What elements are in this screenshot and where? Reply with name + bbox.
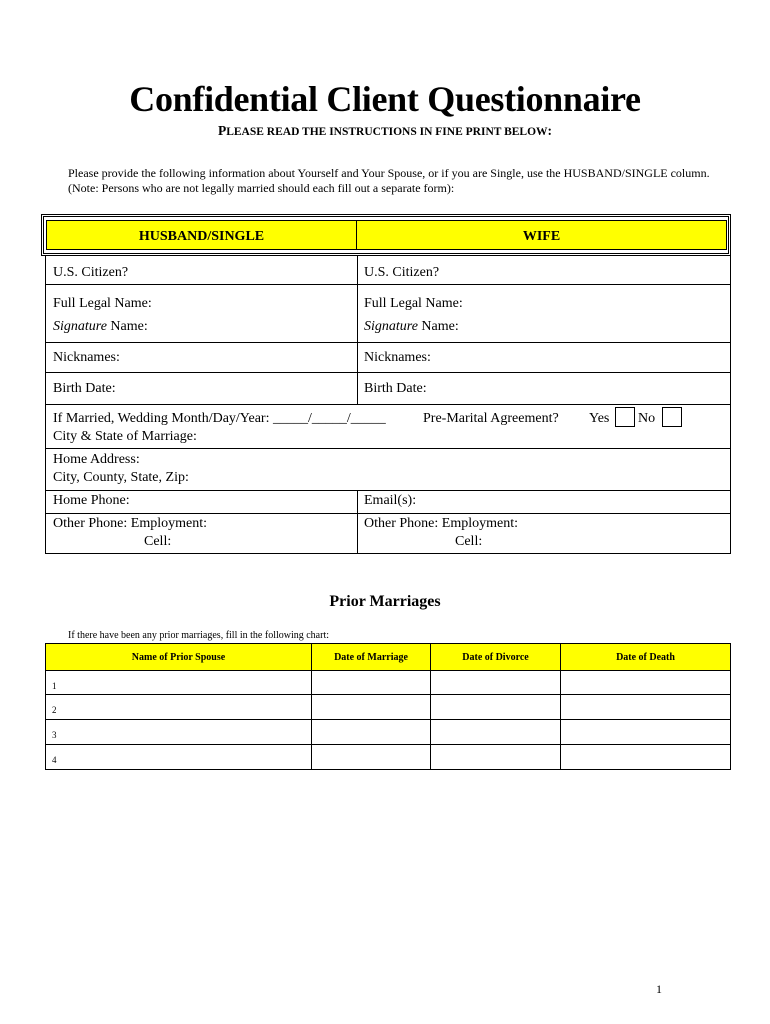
date-of-divorce-header: Date of Divorce — [431, 644, 560, 670]
instructions-heading: PLEASE READ THE INSTRUCTIONS IN FINE PRINT BELOW: — [217, 123, 553, 138]
row-divider — [45, 342, 731, 343]
row-divider — [45, 490, 731, 491]
pm-border-top — [45, 643, 731, 644]
husband-nicknames-label: Nicknames: — [53, 350, 120, 365]
table-border-bottom — [45, 553, 731, 554]
pm-row-divider — [45, 670, 731, 671]
page-title: Confidential Client Questionnaire — [129, 79, 641, 119]
column-header-wife: WIFE — [356, 220, 727, 250]
column-divider-lower — [357, 490, 358, 554]
husband-citizen-label: U.S. Citizen? — [53, 265, 129, 280]
prior-marriages-note: If there have been any prior marriages, fill in the following chart: — [68, 630, 330, 641]
intro-text: Please provide the following information about Yourself and Your Spouse, or if you are Single, use the HUSBAND/SINGLE column. (Note: Persons who are not legally married should each fill out a separate form): — [68, 166, 710, 195]
pm-border-right — [730, 643, 731, 770]
premarital-agreement-label: Pre-Marital Agreement? — [423, 411, 559, 426]
pm-row-divider — [45, 719, 731, 720]
city-county-state-zip-label: City, County, State, Zip: — [53, 470, 189, 485]
column-divider-upper — [357, 256, 358, 405]
pm-row-divider — [45, 744, 731, 745]
pm-column-divider — [311, 643, 312, 770]
row-divider — [45, 448, 731, 449]
pm-row-divider — [45, 694, 731, 695]
table-border-left — [45, 256, 46, 554]
pm-border-left — [45, 643, 46, 770]
table-border-right — [730, 256, 731, 554]
wife-cell-label: Cell: — [455, 534, 483, 549]
prior-spouse-name-header: Name of Prior Spouse — [46, 644, 311, 670]
wife-signature-name-label: Signature Name: — [364, 319, 459, 334]
wife-citizen-label: U.S. Citizen? — [364, 265, 440, 280]
husband-other-phone-label: Other Phone: Employment: — [53, 516, 207, 531]
premarital-yes-label: Yes — [589, 411, 610, 426]
prior-marriages-heading: Prior Marriages — [329, 593, 441, 610]
pm-column-divider — [560, 643, 561, 770]
wife-birth-date-label: Birth Date: — [364, 381, 427, 396]
home-address-label: Home Address: — [53, 452, 140, 467]
row-divider — [45, 284, 731, 285]
row-divider — [45, 372, 731, 373]
husband-cell-label: Cell: — [144, 534, 172, 549]
row-divider — [45, 404, 731, 405]
prior-marriage-row-number: 2 — [52, 705, 57, 715]
husband-birth-date-label: Birth Date: — [53, 381, 116, 396]
premarital-yes-checkbox[interactable] — [615, 407, 635, 427]
prior-marriage-row-number: 3 — [52, 730, 57, 740]
wife-other-phone-label: Other Phone: Employment: — [364, 516, 518, 531]
pm-border-bottom — [45, 769, 731, 770]
prior-marriage-row-number: 1 — [52, 681, 57, 691]
wedding-date-label: If Married, Wedding Month/Day/Year: _____/_____/_____ — [53, 411, 386, 426]
row-divider — [45, 513, 731, 514]
date-of-death-header: Date of Death — [561, 644, 730, 670]
husband-full-name-label: Full Legal Name: — [53, 296, 152, 311]
city-state-marriage-label: City & State of Marriage: — [53, 429, 197, 444]
page-number: 1 — [656, 982, 662, 996]
date-of-marriage-header: Date of Marriage — [312, 644, 430, 670]
column-header-husband: HUSBAND/SINGLE — [46, 220, 357, 250]
wife-nicknames-label: Nicknames: — [364, 350, 431, 365]
home-phone-label: Home Phone: — [53, 493, 130, 508]
husband-signature-name-label: Signature Name: — [53, 319, 148, 334]
premarital-no-checkbox[interactable] — [662, 407, 682, 427]
premarital-no-label: No — [638, 411, 656, 426]
prior-marriage-row-number: 4 — [52, 755, 57, 765]
wife-full-name-label: Full Legal Name: — [364, 296, 463, 311]
pm-column-divider — [430, 643, 431, 770]
email-label: Email(s): — [364, 493, 417, 508]
